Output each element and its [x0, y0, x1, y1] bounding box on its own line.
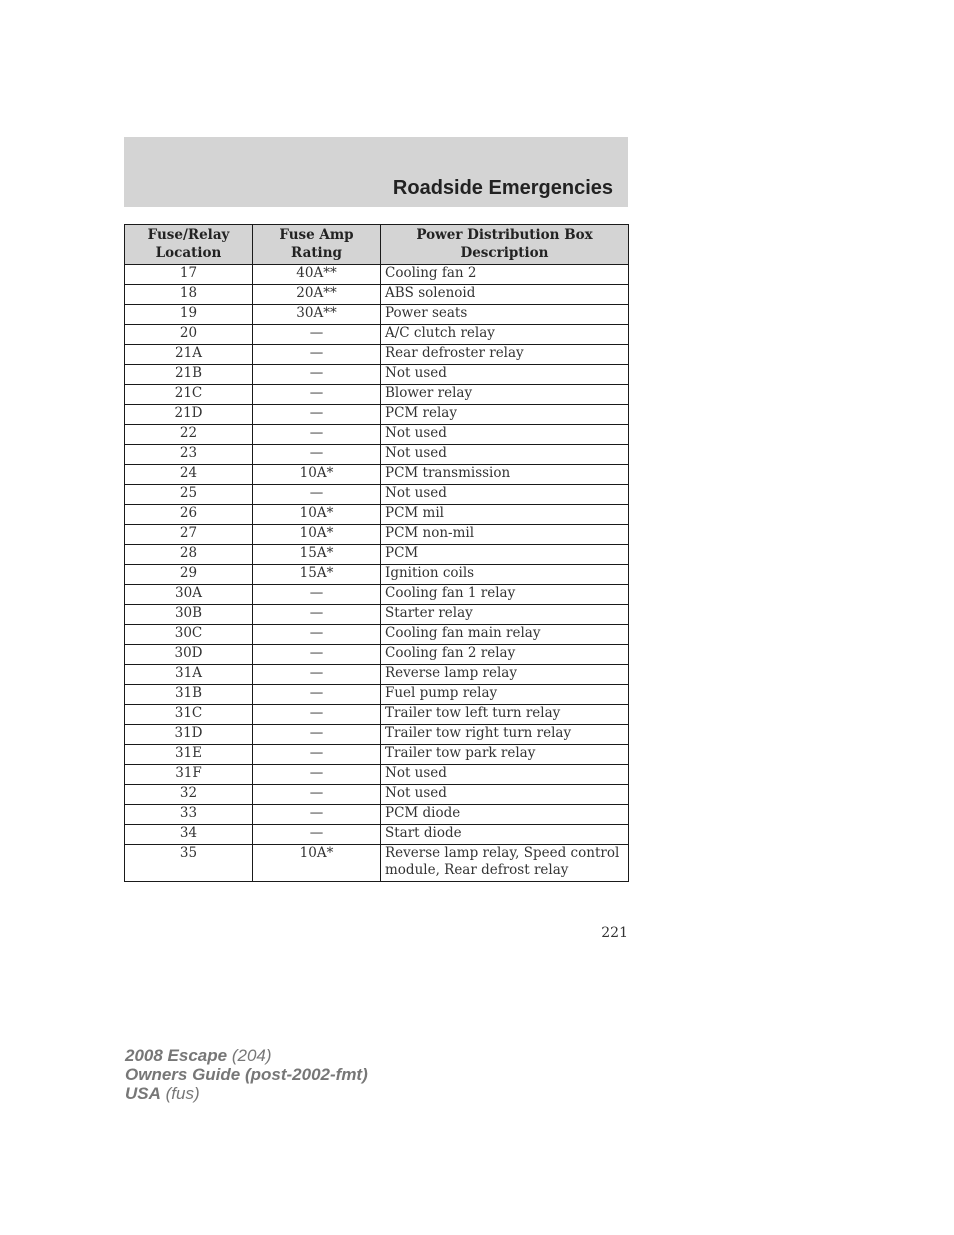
cell-rating: —: [253, 765, 381, 785]
cell-description: Cooling fan 2: [381, 265, 629, 285]
table-row: [125, 645, 629, 665]
cell-rating: —: [253, 785, 381, 805]
footer-model-code: (204): [231, 1046, 272, 1065]
table-row: [125, 305, 629, 325]
cell-rating: —: [253, 585, 381, 605]
cell-rating: —: [253, 825, 381, 845]
table-row: [125, 785, 629, 805]
cell-location: 21B: [125, 365, 253, 385]
cell-description: Cooling fan main relay: [381, 625, 629, 645]
table-row: [125, 325, 629, 345]
table-row: [125, 705, 629, 725]
cell-rating: —: [253, 805, 381, 825]
cell-description: Trailer tow left turn relay: [381, 705, 629, 725]
footer-line-3: [125, 1084, 368, 1103]
cell-rating: 20A**: [253, 285, 381, 305]
table-row: [125, 365, 629, 385]
footer-model: 2008 Escape: [125, 1046, 228, 1065]
table-row: [125, 465, 629, 485]
cell-description: Reverse lamp relay: [381, 665, 629, 685]
cell-description: Fuel pump relay: [381, 685, 629, 705]
cell-description: PCM transmission: [381, 465, 629, 485]
cell-location: 24: [125, 465, 253, 485]
page-number: 221: [601, 925, 628, 941]
cell-location: 26: [125, 505, 253, 525]
cell-location: 20: [125, 325, 253, 345]
cell-description: PCM diode: [381, 805, 629, 825]
cell-rating: 10A*: [253, 465, 381, 485]
cell-description: Trailer tow park relay: [381, 745, 629, 765]
cell-location: 31E: [125, 745, 253, 765]
cell-location: 19: [125, 305, 253, 325]
cell-rating: —: [253, 745, 381, 765]
cell-rating: —: [253, 705, 381, 725]
table-row: [125, 485, 629, 505]
table-row: [125, 565, 629, 585]
table-row: [125, 265, 629, 285]
table-row: [125, 845, 629, 882]
column-header-location: Fuse/Relay Location: [125, 225, 253, 265]
cell-rating: —: [253, 425, 381, 445]
cell-location: 25: [125, 485, 253, 505]
cell-location: 34: [125, 825, 253, 845]
cell-description: Ignition coils: [381, 565, 629, 585]
table-row: [125, 425, 629, 445]
cell-description: Not used: [381, 365, 629, 385]
cell-description: Not used: [381, 765, 629, 785]
cell-description: PCM non-mil: [381, 525, 629, 545]
table-row: [125, 625, 629, 645]
cell-location: 21A: [125, 345, 253, 365]
cell-description: PCM: [381, 545, 629, 565]
cell-description: ABS solenoid: [381, 285, 629, 305]
table-row: [125, 665, 629, 685]
cell-location: 17: [125, 265, 253, 285]
cell-rating: —: [253, 405, 381, 425]
table-row: [125, 805, 629, 825]
table-row: [125, 825, 629, 845]
cell-location: 31D: [125, 725, 253, 745]
cell-description: Not used: [381, 445, 629, 465]
table-row: [125, 385, 629, 405]
footer-line-1: [125, 1046, 368, 1065]
cell-description: Not used: [381, 425, 629, 445]
cell-description: Cooling fan 2 relay: [381, 645, 629, 665]
table-row: [125, 545, 629, 565]
cell-location: 31B: [125, 685, 253, 705]
table-row: [125, 585, 629, 605]
table-row: [125, 405, 629, 425]
column-header-description: Power Distribution Box Description: [381, 225, 629, 265]
cell-description: Blower relay: [381, 385, 629, 405]
cell-location: 22: [125, 425, 253, 445]
table-row: [125, 745, 629, 765]
cell-rating: —: [253, 625, 381, 645]
cell-description: Not used: [381, 785, 629, 805]
cell-rating: —: [253, 445, 381, 465]
cell-rating: —: [253, 385, 381, 405]
document-footer: [125, 1046, 368, 1103]
cell-rating: 10A*: [253, 525, 381, 545]
section-title: Roadside Emergencies: [392, 177, 613, 199]
cell-rating: 10A*: [253, 505, 381, 525]
cell-rating: 15A*: [253, 545, 381, 565]
table-row: [125, 345, 629, 365]
cell-rating: 10A*: [253, 845, 381, 882]
cell-location: 30B: [125, 605, 253, 625]
table-row: [125, 765, 629, 785]
footer-market-code: (fus): [165, 1084, 200, 1103]
cell-description: Starter relay: [381, 605, 629, 625]
table-header-row: [125, 225, 629, 265]
table-body: [125, 265, 629, 882]
cell-description: Reverse lamp relay, Speed control module, Rear defrost relay: [381, 845, 629, 882]
cell-location: 30C: [125, 625, 253, 645]
cell-description: Power seats: [381, 305, 629, 325]
footer-market: USA: [125, 1084, 161, 1103]
cell-rating: —: [253, 325, 381, 345]
cell-rating: —: [253, 725, 381, 745]
cell-description: Trailer tow right turn relay: [381, 725, 629, 745]
cell-location: 31C: [125, 705, 253, 725]
cell-description: Rear defroster relay: [381, 345, 629, 365]
section-header-band: [124, 137, 628, 207]
cell-description: Start diode: [381, 825, 629, 845]
table-row: [125, 525, 629, 545]
cell-location: 33: [125, 805, 253, 825]
column-header-rating: Fuse Amp Rating: [253, 225, 381, 265]
cell-rating: —: [253, 485, 381, 505]
cell-location: 29: [125, 565, 253, 585]
cell-rating: —: [253, 645, 381, 665]
cell-location: 31F: [125, 765, 253, 785]
cell-location: 30A: [125, 585, 253, 605]
cell-rating: —: [253, 345, 381, 365]
table-row: [125, 445, 629, 465]
cell-description: A/C clutch relay: [381, 325, 629, 345]
cell-location: 21D: [125, 405, 253, 425]
table-row: [125, 285, 629, 305]
cell-location: 31A: [125, 665, 253, 685]
cell-location: 18: [125, 285, 253, 305]
cell-location: 28: [125, 545, 253, 565]
cell-rating: 15A*: [253, 565, 381, 585]
footer-line-2: [125, 1065, 368, 1084]
cell-rating: —: [253, 685, 381, 705]
table-row: [125, 605, 629, 625]
table-row: [125, 505, 629, 525]
cell-rating: 30A**: [253, 305, 381, 325]
cell-location: 21C: [125, 385, 253, 405]
cell-location: 27: [125, 525, 253, 545]
cell-rating: 40A**: [253, 265, 381, 285]
cell-description: Not used: [381, 485, 629, 505]
fuse-table: [124, 224, 629, 882]
cell-rating: —: [253, 365, 381, 385]
cell-description: PCM relay: [381, 405, 629, 425]
cell-location: 32: [125, 785, 253, 805]
table-row: [125, 685, 629, 705]
table-row: [125, 725, 629, 745]
footer-guide: Owners Guide (post-2002-fmt): [125, 1065, 368, 1084]
cell-rating: —: [253, 665, 381, 685]
cell-description: Cooling fan 1 relay: [381, 585, 629, 605]
cell-location: 35: [125, 845, 253, 882]
cell-location: 30D: [125, 645, 253, 665]
cell-location: 23: [125, 445, 253, 465]
cell-description: PCM mil: [381, 505, 629, 525]
cell-rating: —: [253, 605, 381, 625]
